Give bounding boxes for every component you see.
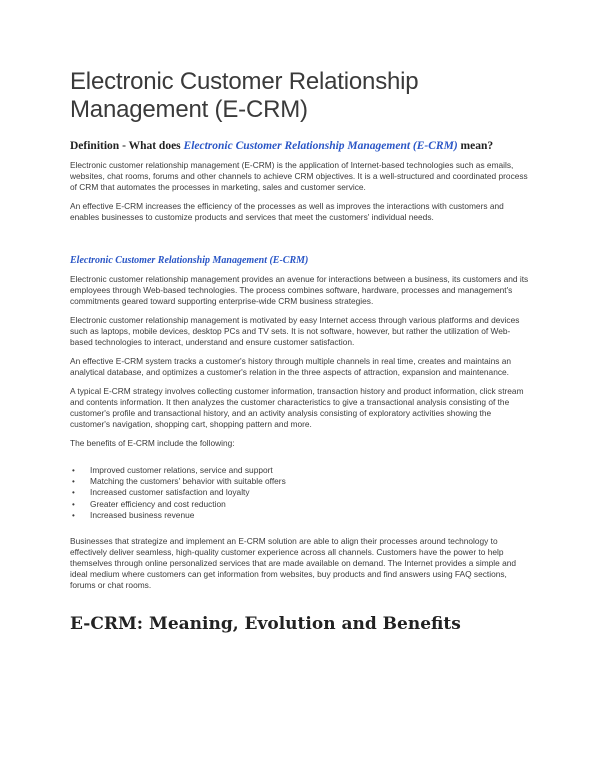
body-paragraph-1: Electronic customer relationship management provides an avenue for interactions between a business, its customers and its employees through Web-based technologies. The process combines software, hardware, processes and management's commitments geared toward supporting enterprise-wide CRM business strategies. [70,274,529,306]
list-item-text: Increased customer satisfaction and loyalty [90,487,250,498]
list-item-text: Increased business revenue [90,509,195,520]
section-subheading: Electronic Customer Relationship Management (E-CRM) [70,255,309,266]
section-title: E-CRM: Meaning, Evolution and Benefits [70,614,461,635]
intro-paragraph-1: Electronic customer relationship management (E-CRM) is the application of Internet-based technologies such as emails, websites, chat rooms, forums and other channels to achieve CRM objectives. It is a well-structured and coordinated process of CRM that automates the processes in marketing, sales and customer service. [70,160,528,192]
definition-heading [70,139,530,153]
body-paragraph-2: Electronic customer relationship management is motivated by easy Internet access through various platforms and devices such as laptops, mobile devices, desktop PCs and TV sets. It is not software, however, but rather the utilization of Web-based technologies to interact, understand and ensure customer satisfaction. [70,315,520,347]
list-item [72,498,530,510]
page-title-line-1: Electronic Customer Relationship [70,68,419,95]
benefits-intro: The benefits of E-CRM include the following: [70,438,235,448]
list-item-text: Improved customer relations, service and support [90,465,273,475]
bullet-icon: • [72,488,75,498]
list-item [72,476,530,487]
list-item-text: Matching the customers' behavior with suitable offers [90,476,286,487]
bullet-icon: • [72,477,75,487]
document-content [70,68,530,635]
list-item [72,509,530,521]
benefits-list [70,465,530,521]
definition-suffix: mean? [457,140,494,152]
bullet-icon: • [72,499,75,509]
bullet-icon: • [72,510,75,520]
page-title-line-2: Management (E-CRM) [70,96,308,123]
definition-prefix: Definition - What does [70,140,184,152]
body-paragraph-3: An effective E-CRM system tracks a customer's history through multiple channels in real time, creates and maintains an analytical database, and optimizes a customer's relation in the three aspects of attraction, expansion and maintenance. [70,356,512,377]
list-item [72,465,530,476]
bullet-icon: • [72,466,75,475]
definition-term-link[interactable]: Electronic Customer Relationship Management (E-CRM) [183,140,458,152]
list-item-text: Greater efficiency and cost reduction [90,498,226,509]
list-item [72,487,530,498]
intro-paragraph-2: An effective E-CRM increases the efficiency of the processes as well as improves the interactions with customers and enables businesses to customize products and services that meet the customers' individual needs. [70,201,504,222]
closing-paragraph: Businesses that strategize and implement an E-CRM solution are able to align their processes around technology to effectively deliver seamless, high-quality customer experience across all channels. Customers have the power to help themselves through online personalized services that are made available on demand. The Internet provides a simple and ideal medium where customers can get information from websites, buy products and find answers using FAQ sections, forums or chat rooms. [70,536,517,591]
page-title [70,68,530,124]
body-paragraph-4: A typical E-CRM strategy involves collecting customer information, transaction history and product information, click stream and contents information. It then analyzes the customer characteristics to give a transactional analysis consisting of the customer's profile and transactional history, and an activity analysis consisting of exploratory activities showing the customer's navigation, shopping cart, shopping pattern and more. [70,386,524,429]
